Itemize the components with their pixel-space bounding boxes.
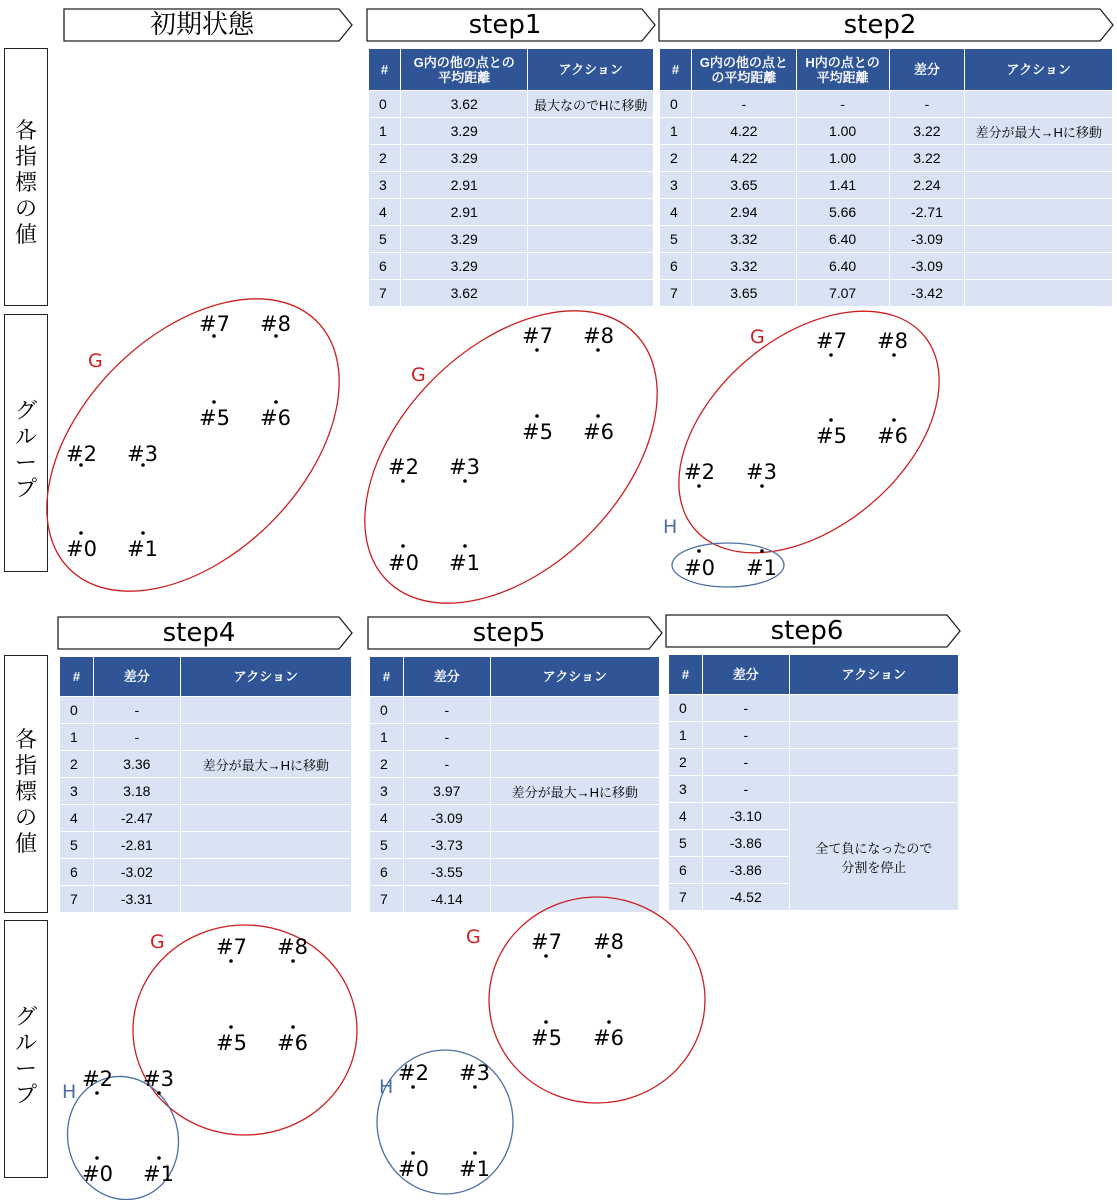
cell-g: 4.22 [691,118,796,145]
point [684,549,715,580]
col-header-g-avg-l1: G内の他の点との [413,54,515,70]
point [746,460,777,488]
cell-id: 1 [370,724,404,751]
col-header-num: # [660,49,692,91]
cell-id: 1 [669,722,703,749]
point [522,414,553,444]
group-g-ellipse [0,243,395,646]
svg-text:#2: #2 [388,455,419,479]
cell-diff: -3.09 [889,253,965,280]
cell-diff: - [702,776,789,803]
cell-diff: - [889,91,965,118]
col-header-num: # [370,657,404,697]
cell-id: 7 [660,280,692,307]
point [877,418,908,448]
svg-text:#1: #1 [449,551,480,575]
cell-diff: -3.02 [93,859,180,886]
cell-id: 7 [369,280,401,307]
cell-id: 5 [370,832,404,859]
cell-avg: 3.62 [400,280,528,307]
cell-id: 6 [370,859,404,886]
point [66,442,97,467]
cell-id: 6 [669,857,703,884]
point [277,1025,308,1055]
row-label-char: プ [14,477,37,502]
cell-action: 差分が最大→Hに移動 [180,751,351,778]
col-header-action: アクション [789,655,958,695]
svg-text:#5: #5 [531,1026,562,1050]
cell-diff: -4.14 [403,886,490,913]
row-label-char: 標 [14,171,37,196]
svg-text:#8: #8 [877,329,908,353]
cell-diff: - [93,697,180,724]
svg-text:#3: #3 [746,460,777,484]
panel-step2 [633,263,985,601]
cell-id: 0 [669,695,703,722]
cell-id: 5 [669,830,703,857]
col-header-g-avg-l1: G内の他の点と [699,54,788,70]
cell-diff: -3.55 [403,859,490,886]
svg-text:#7: #7 [816,329,847,353]
cell-diff: 3.36 [93,751,180,778]
point [199,312,230,338]
svg-text:#7: #7 [522,324,553,348]
cell-id: 4 [669,803,703,830]
point [216,1025,247,1055]
cell-diff: 2.24 [889,172,965,199]
cell-diff: 3.18 [93,778,180,805]
row-label-char: ル [14,1031,37,1056]
point [816,329,847,357]
point [684,460,715,488]
cell-diff: -3.31 [93,886,180,913]
col-header-action: アクション [180,657,351,697]
point [199,400,230,430]
cell-diff: -3.09 [403,805,490,832]
svg-text:#1: #1 [127,537,158,561]
row-label-char: プ [14,1083,37,1108]
svg-text:#3: #3 [143,1067,174,1091]
cell-h: 6.40 [796,253,889,280]
cell-id: 5 [369,226,401,253]
point [260,312,291,338]
svg-text:#6: #6 [260,406,291,430]
row-label-char: 値 [14,832,37,857]
point [449,544,480,575]
cell-diff: -3.86 [702,857,789,884]
svg-text:#6: #6 [593,1026,624,1050]
cell-id: 5 [660,226,692,253]
row-label-char: ル [14,425,37,450]
svg-text:#5: #5 [522,420,553,444]
svg-text:#8: #8 [593,930,624,954]
svg-text:#1: #1 [459,1157,490,1181]
svg-text:#2: #2 [66,442,97,466]
cell-h: 1.00 [796,145,889,172]
cell-diff: -3.73 [403,832,490,859]
cell-id: 2 [60,751,94,778]
svg-text:#5: #5 [216,1031,247,1055]
cell-diff: -3.09 [889,226,965,253]
row-label-char: 標 [14,780,37,805]
cell-id: 2 [369,145,401,172]
cell-diff: - [702,749,789,776]
point [449,455,480,483]
cell-diff: -2.81 [93,832,180,859]
cell-h: 6.40 [796,226,889,253]
cell-avg: 3.29 [400,253,528,280]
cell-id: 1 [60,724,94,751]
point [583,414,614,444]
cell-diff: -3.42 [889,280,965,307]
svg-text:#1: #1 [746,556,777,580]
stop-action-line2: 分割を停止 [841,859,907,875]
svg-text:#6: #6 [277,1031,308,1055]
header-step4-label: step4 [162,618,236,648]
cell-id: 7 [669,884,703,911]
cell-action: 最大なのでHに移動 [528,91,654,118]
cell-g: 2.94 [691,199,796,226]
point [143,1156,174,1186]
row-label-char: 各 [14,119,37,144]
point [877,329,908,357]
row-label-char: 指 [14,145,37,170]
svg-text:#7: #7 [199,312,230,336]
cell-id: 4 [370,805,404,832]
point [388,455,419,483]
svg-text:#3: #3 [449,455,480,479]
svg-text:#5: #5 [816,424,847,448]
cell-diff: 3.22 [889,145,965,172]
col-header-diff: 差分 [889,49,965,91]
point [66,531,97,561]
header-step1-label: step1 [468,10,542,40]
panel-initial [0,243,395,646]
cell-diff: 3.97 [403,778,490,805]
cell-g: 3.32 [691,253,796,280]
cell-g: 4.22 [691,145,796,172]
cell-diff: -3.10 [702,803,789,830]
group-g-ellipse [309,255,712,658]
cell-id: 3 [370,778,404,805]
point [583,324,614,352]
cell-h: 1.41 [796,172,889,199]
point [531,1020,562,1050]
point [398,1151,429,1181]
cell-id: 3 [669,776,703,803]
group-h-label: H [663,516,678,538]
point [816,418,847,448]
header-step2-label: step2 [843,10,917,40]
svg-text:#3: #3 [459,1061,490,1085]
header-initial-label: 初期状態 [149,10,254,40]
svg-text:#3: #3 [127,442,158,466]
svg-text:#0: #0 [684,556,715,580]
cell-diff: -2.47 [93,805,180,832]
row-label-char: 指 [14,754,37,779]
cell-diff: - [702,695,789,722]
group-g-label: G [466,926,481,948]
cell-diff: 3.22 [889,118,965,145]
point [459,1061,490,1089]
cell-h: - [796,91,889,118]
stop-action-line1: 全て負になったので [815,840,933,856]
cell-g: 3.65 [691,280,796,307]
point [277,935,308,963]
cell-id: 2 [669,749,703,776]
cell-g: 3.32 [691,226,796,253]
cell-id: 0 [370,697,404,724]
group-h-label: H [62,1081,77,1103]
cell-action: 差分が最大→Hに移動 [490,778,659,805]
cell-id: 7 [370,886,404,913]
svg-text:#5: #5 [199,406,230,430]
cell-id: 6 [369,253,401,280]
col-header-g-avg-l2: 平均距離 [438,69,491,85]
panel-step5 [377,897,705,1194]
point [127,442,158,467]
cell-diff: - [403,751,490,778]
row-label-char: ー [14,1057,37,1082]
cell-id: 3 [60,778,94,805]
cell-id: 6 [60,859,94,886]
group-g-label: G [750,326,765,348]
cell-avg: 2.91 [400,199,528,226]
cell-id: 4 [369,199,401,226]
svg-text:#8: #8 [260,312,291,336]
svg-text:#7: #7 [531,930,562,954]
cell-avg: 2.91 [400,172,528,199]
cell-avg: 3.29 [400,226,528,253]
row-label-char: グ [14,399,37,424]
header-step6-label: step6 [770,616,844,646]
cell-diff: -3.86 [702,830,789,857]
cell-diff: - [702,722,789,749]
point [82,1156,113,1186]
group-g-ellipse [489,897,705,1103]
col-header-num: # [369,49,401,91]
cell-id: 4 [660,199,692,226]
point [593,930,624,958]
point [127,531,158,561]
svg-text:#6: #6 [877,424,908,448]
col-header-h-avg-l2: 平均距離 [816,69,869,85]
cell-id: 7 [60,886,94,913]
row-label-char: 値 [14,223,37,248]
svg-text:#0: #0 [82,1162,113,1186]
cell-diff: -2.71 [889,199,965,226]
col-header-action: アクション [490,657,659,697]
cell-h: 7.07 [796,280,889,307]
cell-avg: 3.29 [400,118,528,145]
cell-diff: -4.52 [702,884,789,911]
point [388,544,419,575]
cell-id: 0 [660,91,692,118]
cell-id: 6 [660,253,692,280]
col-header-action: アクション [528,49,654,91]
col-header-action: アクション [965,49,1113,91]
cell-g: - [691,91,796,118]
cell-diff: - [403,724,490,751]
cell-id: 1 [660,118,692,145]
cell-id: 5 [60,832,94,859]
cell-avg: 3.62 [400,91,528,118]
svg-text:#6: #6 [583,420,614,444]
point [398,1061,429,1089]
cell-id: 2 [370,751,404,778]
cell-h: 1.00 [796,118,889,145]
col-header-diff: 差分 [702,655,789,695]
group-g-label: G [88,350,103,372]
group-g-label: G [411,364,426,386]
point [216,935,247,963]
point [746,549,777,580]
svg-text:#2: #2 [684,460,715,484]
cell-diff: - [93,724,180,751]
cell-avg: 3.29 [400,145,528,172]
point [82,1067,113,1095]
cell-id: 0 [60,697,94,724]
group-g-label: G [150,931,165,953]
cell-action: 差分が最大→Hに移動 [965,118,1113,145]
svg-text:#0: #0 [66,537,97,561]
row-label-char: グ [14,1005,37,1030]
point [459,1151,490,1181]
cell-id: 3 [369,172,401,199]
col-header-g-avg-l2: の平均距離 [711,69,777,85]
svg-text:#8: #8 [583,324,614,348]
cell-id: 0 [369,91,401,118]
col-header-num: # [669,655,703,695]
col-header-num: # [60,657,94,697]
point [531,930,562,958]
point [593,1020,624,1050]
col-header-h-avg-l1: H内の点との [805,54,880,70]
cell-id: 3 [660,172,692,199]
point [143,1067,174,1095]
header-step5-label: step5 [472,618,546,648]
point [260,400,291,430]
svg-text:#1: #1 [143,1162,174,1186]
col-header-diff: 差分 [403,657,490,697]
cell-h: 5.66 [796,199,889,226]
svg-text:#7: #7 [216,935,247,959]
svg-text:#2: #2 [82,1067,113,1091]
row-label-char: の [14,197,37,222]
col-header-diff: 差分 [93,657,180,697]
group-h-label: H [379,1076,394,1098]
svg-text:#2: #2 [398,1061,429,1085]
row-label-char: 各 [14,728,37,753]
cell-id: 1 [369,118,401,145]
svg-text:#8: #8 [277,935,308,959]
cell-diff: - [403,697,490,724]
cell-id: 4 [60,805,94,832]
panel-step1 [309,255,712,658]
row-label-char: の [14,806,37,831]
cell-g: 3.65 [691,172,796,199]
row-label-char: ー [14,451,37,476]
svg-text:#0: #0 [388,551,419,575]
panel-step4 [54,925,357,1200]
cell-id: 2 [660,145,692,172]
svg-text:#0: #0 [398,1157,429,1181]
point [522,324,553,352]
